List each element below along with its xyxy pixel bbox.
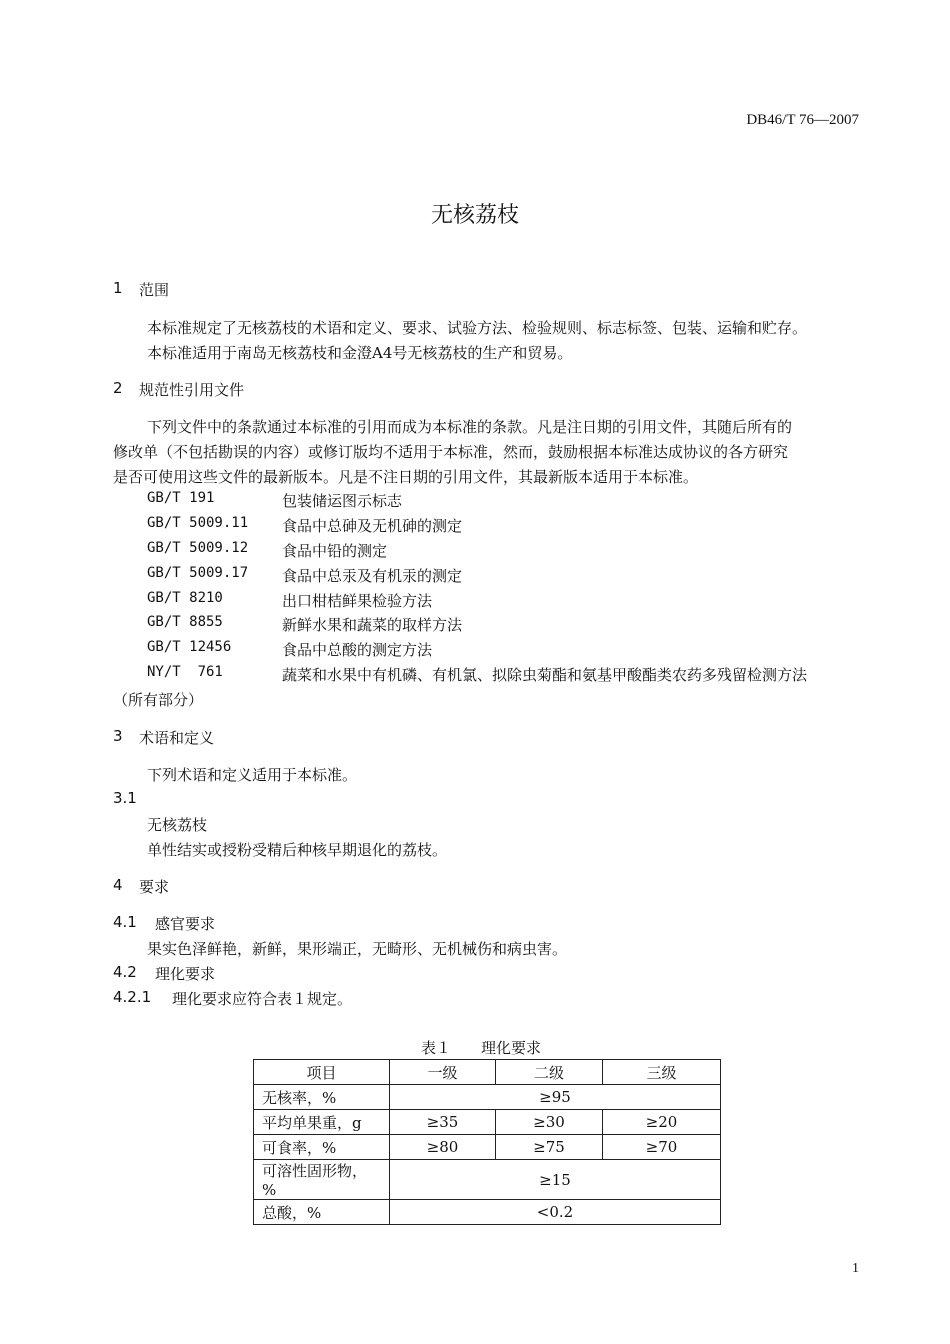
- table-row: [254, 1135, 721, 1160]
- table-cell-value: <0.2: [390, 1200, 721, 1225]
- ref-code: GB/T 191: [147, 490, 215, 506]
- table-cell-value: ≥95: [390, 1085, 721, 1110]
- subsection-3-1-number: 3.1: [113, 789, 137, 807]
- table-row: [254, 1160, 721, 1200]
- table-cell-item: 无核率，%: [254, 1085, 390, 1110]
- table-cell-value: ≥20: [603, 1110, 721, 1135]
- table-cell-item: 平均单果重，g: [254, 1110, 390, 1135]
- ref-title: 蔬菜和水果中有机磷、有机氯、拟除虫菊酯和氨基甲酸酯类农药多残留检测方法: [282, 666, 808, 684]
- section-2-paragraph-line-3: 是否可使用这些文件的最新版本。凡是不注日期的引用文件，其最新版本适用于本标准。: [113, 468, 699, 486]
- page-number: 1: [852, 1261, 859, 1276]
- ref-title: 食品中铅的测定: [282, 542, 388, 560]
- ref-title: 出口柑桔鲜果检验方法: [282, 592, 433, 610]
- subsection-4-2-1-number: 4.2.1: [113, 988, 152, 1006]
- ref-title: 食品中总汞及有机汞的测定: [282, 567, 463, 585]
- ref-code: NY/T 761: [147, 664, 223, 680]
- section-1-heading: 范围: [139, 281, 170, 299]
- table-cell-item: 可食率，%: [254, 1135, 390, 1160]
- section-4-number: 4: [113, 876, 123, 894]
- ref-title-continuation: （所有部分）: [113, 691, 204, 709]
- table-header-cell: 项目: [254, 1060, 390, 1085]
- section-4-heading: 要求: [139, 878, 170, 896]
- ref-title: 食品中总酸的测定方法: [282, 641, 433, 659]
- section-3-number: 3: [113, 727, 123, 745]
- ref-code: GB/T 8210: [147, 590, 223, 606]
- ref-title: 包装储运图示标志: [282, 492, 403, 510]
- ref-code: GB/T 5009.17: [147, 565, 249, 581]
- table-cell-value: ≥30: [496, 1110, 603, 1135]
- subsection-4-1-text: 果实色泽鲜艳，新鲜，果形端正，无畸形、无机械伤和病虫害。: [147, 940, 568, 958]
- subsection-4-2-heading: 理化要求: [155, 965, 216, 983]
- section-3-paragraph: 下列术语和定义适用于本标准。: [147, 766, 358, 784]
- table-row: [254, 1085, 721, 1110]
- table-header-cell: 一级: [390, 1060, 496, 1085]
- ref-code: GB/T 8855: [147, 614, 223, 630]
- term: 无核荔枝: [147, 816, 208, 834]
- table-row: [254, 1110, 721, 1135]
- table-caption: 表１ 理化要求: [421, 1039, 542, 1057]
- table-cell-value: ≥80: [390, 1135, 496, 1160]
- section-2-number: 2: [113, 379, 123, 397]
- ref-title: 新鲜水果和蔬菜的取样方法: [282, 616, 463, 634]
- section-2-paragraph-line-2: 修改单（不包括勘误的内容）或修订版均不适用于本标准，然而，鼓励根据本标准达成协议的各方研究: [113, 443, 789, 461]
- table-cell-value: ≥75: [496, 1135, 603, 1160]
- subsection-4-2-1-text: 理化要求应符合表１规定。: [172, 990, 353, 1008]
- table-header-row: [254, 1060, 721, 1085]
- ref-code: GB/T 5009.12: [147, 540, 249, 556]
- table-cell-value: ≥70: [603, 1135, 721, 1160]
- table-cell-value: ≥15: [390, 1160, 721, 1200]
- table-cell-item: 总酸，%: [254, 1200, 390, 1225]
- subsection-4-2-number: 4.2: [113, 963, 137, 981]
- table-header-cell: 三级: [603, 1060, 721, 1085]
- section-1-paragraph-1: 本标准规定了无核荔枝的术语和定义、要求、试验方法、检验规则、标志标签、包装、运输和贮存。: [147, 319, 808, 337]
- ref-title: 食品中总砷及无机砷的测定: [282, 517, 463, 535]
- section-2-heading: 规范性引用文件: [139, 381, 245, 399]
- section-1-number: 1: [113, 279, 123, 297]
- section-2-paragraph-line-1: 下列文件中的条款通过本标准的引用而成为本标准的条款。凡是注日期的引用文件，其随后所有的: [147, 418, 793, 436]
- table-cell-value: ≥35: [390, 1110, 496, 1135]
- ref-code: GB/T 12456: [147, 639, 232, 655]
- table-cell-item: 可溶性固形物，%: [254, 1160, 390, 1200]
- table-header-cell: 二级: [496, 1060, 603, 1085]
- section-1-paragraph-2: 本标准适用于南岛无核荔枝和金澄A4号无核荔枝的生产和贸易。: [147, 344, 573, 362]
- document-id: DB46/T 76—2007: [746, 112, 859, 128]
- term-definition: 单性结实或授粉受精后种核早期退化的荔枝。: [147, 841, 448, 859]
- table-row: [254, 1200, 721, 1225]
- section-3-heading: 术语和定义: [139, 729, 215, 747]
- subsection-4-1-heading: 感官要求: [155, 915, 216, 933]
- ref-code: GB/T 5009.11: [147, 515, 249, 531]
- document-title: 无核荔枝: [430, 203, 519, 228]
- requirements-table: [253, 1059, 721, 1225]
- subsection-4-1-number: 4.1: [113, 913, 137, 931]
